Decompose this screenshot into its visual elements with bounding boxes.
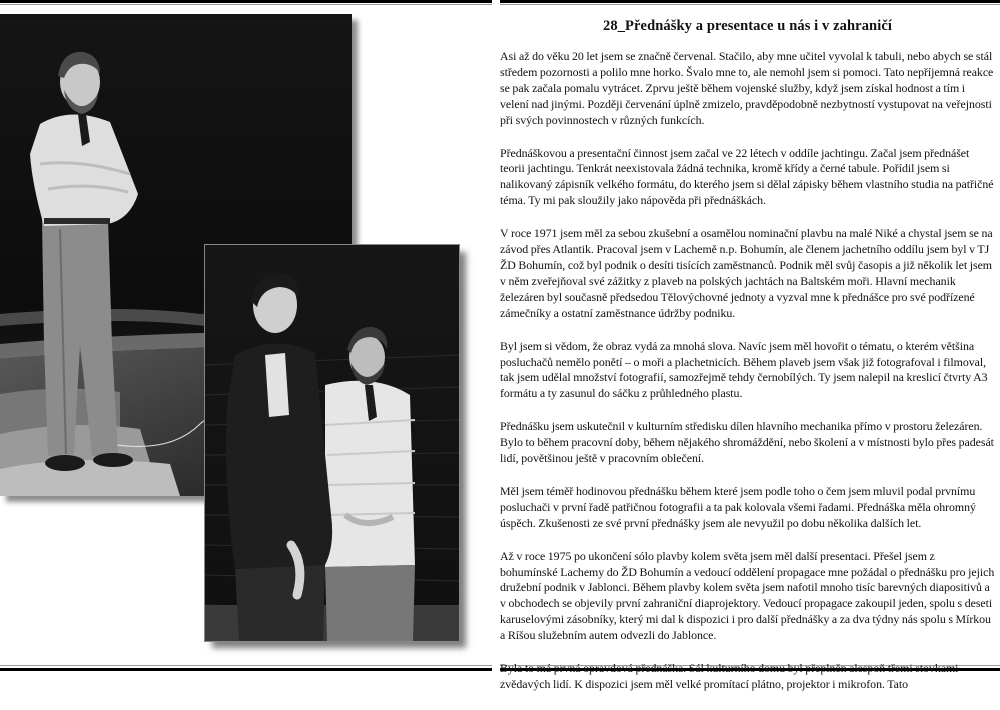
bottom-rule-left-thin (0, 665, 492, 666)
article (500, 18, 995, 710)
top-rule-right-thin (500, 4, 1000, 5)
paragraph-2: Přednáškovou a presentační činnost jsem začal ve 22 létech v oddíle jachtingu. Začal jsem přednášet teorii jachtingu. Tenkrát neexistovala žádná technika, kromě křídy a černé tabule. Pořídil jsem si nalikovaný zápisník velkého formátu, do kterého jsem si dělal zápisky během vlastního studia na patřičné téma. Ty mi pak sloužily jako nápověda při přednáškách. (500, 145, 994, 208)
paragraph-1: Asi až do věku 20 let jsem se značně červenal. Stačilo, aby mne učitel vyvolal k tabuli, nebo abych se stál středem pozornosti a polilo mne horko. Švalo mne to, ale nemohl jsem si pomoci. Tato nepříjemná reakce se pak začala pomalu vytrácet. Zprvu ještě během vojenské služby, když jsem získal hodnost a tím i velení nad jinými. Později červenání úplně zmizelo, pravděpodobně nezbytností vystupovat na veřejnosti při svých povinnostech v různých funkcích. (500, 49, 994, 127)
article-title: 28_Přednášky a presentace u nás i v zahraničí (603, 18, 892, 34)
photo-two-men-presentation (205, 245, 459, 641)
paragraph-7: Až v roce 1975 po ukončení sólo plavby kolem světa jsem měl další presentaci. Přešel jsem z bohumínské Lachemy do ŽD Bohumín a vedoucí oddělení propagace mne požádal o přednášku pro jejich družební podnik v Jablonci. Během plavby kolem světa jsem nafotil mnoho tisíc barevných diapositivů a v obchodech se objevily první zahraniční diaprojektory. Vedoucí propagace zakoupil jeden, spolu s deseti karuselovými zásobníky, který mi dal k dispozici i pro další přednášky a za dva týdny nás spolu s Mírkou a Ríšou služebním autem odvezli do Jablonce. (500, 548, 995, 643)
paragraph-5: Přednášku jsem uskutečnil v kulturním středisku dílen hlavního mechanika přímo v prostoru železáren. Bylo to během pracovní doby, během nějakého shromáždění, nebo školení a v místnosti bylo přes padesát lidí, povětšinou ještě v pracovním oblečení. (500, 419, 994, 466)
paragraph-3: V roce 1971 jsem měl za sebou zkušební a osamělou nominační plavbu na malé Niké a chystal jsem se na závod přes Atlantik. Pracoval jsem v Lachemě n.p. Bohumín, ale členem jachetního oddílu jsem byl v TJ ŽD Bohumín, což byl podnik o desíti tisících zaměstnanců. Podnik měl svůj časopis a již několik let jsem v něm zveřejňoval své zážitky z plaveb na polských jachtách na Baltském moři. Hlavní mechanik železáren byl současně předsedou Tělovýchovné jednoty a vyzval mne k přednášce pro své podřízené zámečníky a ostatní zaměstnance údržby podniku. (500, 226, 993, 320)
bottom-rule-left (0, 668, 492, 671)
paragraph-8: Byla to má prvná opravdová přednáška. Sál kulturního domu byl přeplněn alespoň třemi stovkami zvědavých lidí. K dispozici jsem měl velké promítací plátno, projektor i mikrofon. Tato (500, 661, 959, 691)
top-rule-right (500, 0, 1000, 3)
paragraph-4: Byl jsem si vědom, že obraz vydá za mnohá slova. Navíc jsem měl hovořit o tématu, o kterém většina posluchačů nemělo ponětí – o moři a plachetnicích. Během plaveb jsem však již fotografoval i filmoval, tak jsem udělal množství fotografií, samozřejmě tehdy černobílých. Ty jsem nalepil na kreslicí čtvrty A3 formátu a ty zasunul do sáčku z průhledného plastu. (500, 338, 988, 401)
top-rule-left (0, 0, 492, 3)
paragraph-6: Měl jsem téměř hodinovou přednášku během které jsem podle toho o čem jsem mluvil podal prvnímu posluchači v první řadě patřičnou fotografii a ta pak kolovala všemi řadami. Přednáška měla ohromný úspěch. Zkušenosti ze své první přednášky jsem ale nevyužil po dobu několika dalších let. (500, 483, 976, 530)
top-rule-left-thin (0, 4, 492, 5)
